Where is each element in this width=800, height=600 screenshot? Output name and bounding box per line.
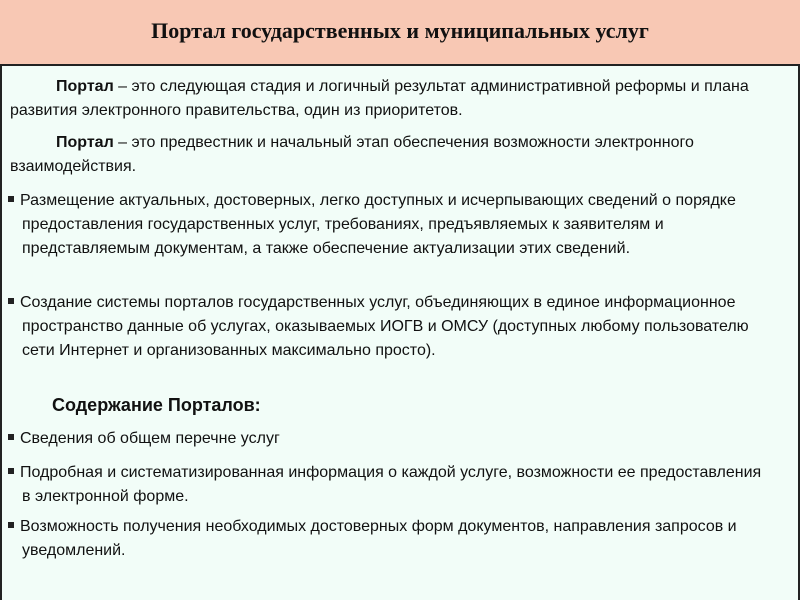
square-bullet-icon bbox=[8, 298, 14, 304]
bullet-text: Подробная и систематизированная информация о каждой услуге, возможности ее предоставления в электронной форме. bbox=[20, 464, 762, 505]
section-subheading: Содержание Порталов: bbox=[52, 395, 261, 415]
bullet-item bbox=[8, 461, 772, 509]
bullet-item bbox=[8, 189, 772, 261]
definition-paragraph bbox=[10, 75, 770, 123]
bullet-text: Сведения об общем перечне услуг bbox=[20, 430, 280, 447]
square-bullet-icon bbox=[8, 434, 14, 440]
bullet-text: Создание системы порталов государственных услуг, объединяющих в единое информационное пространство данные об услугах, оказываемых ИОГВ и ОМСУ (доступных любому пользователю сети Интернет и организованных максимально просто). bbox=[20, 294, 749, 359]
bullet-item bbox=[8, 515, 772, 563]
definition-paragraph bbox=[10, 131, 770, 179]
definition-term: Портал bbox=[56, 78, 114, 95]
definition-text: – это следующая стадия и логичный результат административной реформы и плана развития электронного правительства, один из приоритетов. bbox=[10, 78, 749, 119]
title-bar bbox=[0, 0, 800, 66]
square-bullet-icon bbox=[8, 196, 14, 202]
content-box bbox=[0, 66, 800, 600]
bullet-item bbox=[8, 427, 772, 451]
slide-title: Портал государственных и муниципальных услуг bbox=[151, 18, 649, 43]
bullet-text: Возможность получения необходимых достоверных форм документов, направления запросов и уведомлений. bbox=[20, 518, 737, 559]
square-bullet-icon bbox=[8, 522, 14, 528]
definition-text: – это предвестник и начальный этап обеспечения возможности электронного взаимодействия. bbox=[10, 134, 694, 175]
bullet-item bbox=[8, 291, 772, 363]
bullet-text: Размещение актуальных, достоверных, легко доступных и исчерпывающих сведений о порядке предоставления государственных услуг, требованиях, предъявляемых к заявителям и представляемым документам, а также обеспечение актуализации этих сведений. bbox=[20, 192, 736, 257]
square-bullet-icon bbox=[8, 468, 14, 474]
definition-term: Портал bbox=[56, 134, 114, 151]
